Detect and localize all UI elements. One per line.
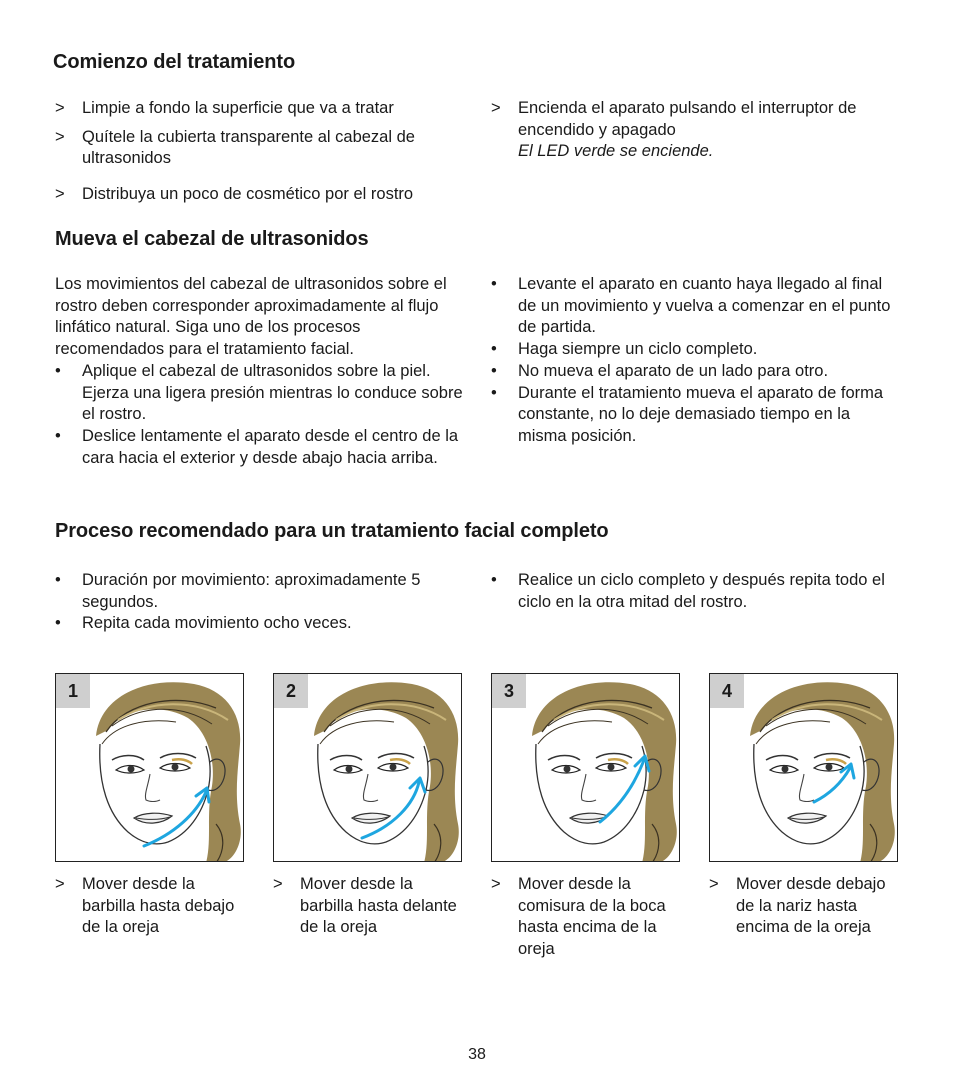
list-item [55, 361, 467, 426]
item-text: Repita cada movimiento ocho veces. [82, 614, 352, 633]
panel-number: 4 [710, 674, 744, 708]
list-item [55, 98, 465, 120]
item-text: Realice un ciclo completo y después repita todo el ciclo en la otra mitad del rostro. [518, 571, 885, 611]
panel-number: 3 [492, 674, 526, 708]
item-text: Haga siempre un ciclo completo. [518, 340, 758, 359]
illustration-panel-4 [709, 673, 898, 862]
item-text: Levante el aparato en cuanto haya llegado al final de un movimiento y vuelva a comenzar en el punto de partida. [518, 275, 891, 337]
start-right-list [491, 98, 901, 163]
illustration-panel-3 [491, 673, 680, 862]
list-item [491, 361, 896, 383]
caption-text: Mover desde la comisura de la boca hasta encima de la oreja [518, 875, 666, 959]
list-item [491, 274, 896, 339]
direction-arrow [362, 782, 419, 838]
face-outline [536, 744, 646, 844]
bullet-marker: • [55, 614, 61, 633]
arrow-marker: > [55, 875, 65, 893]
section-title-move: Mueva el cabezal de ultrasonidos [55, 228, 369, 250]
item-text: Distribuya un poco de cosmético por el rostro [82, 185, 414, 204]
item-text: Limpie a fondo la superficie que va a tratar [82, 99, 394, 117]
item-text: No mueva el aparato de un lado para otro. [518, 361, 829, 380]
bullet-marker: • [55, 426, 61, 445]
bullet-marker: • [55, 571, 61, 589]
move-left-column [55, 274, 467, 469]
list-item [491, 383, 896, 448]
panel-number: 2 [274, 674, 308, 708]
item-text: Deslice lentamente el aparato desde el centro de la cara hacia el exterior y desde abajo hacia arriba. [82, 426, 459, 467]
move-right-column [491, 274, 896, 448]
panel-caption-3 [491, 874, 681, 961]
face-outline [318, 744, 428, 844]
direction-arrow [814, 768, 850, 802]
process-left-column [55, 570, 465, 635]
start-left-list [55, 98, 465, 206]
item-text: Encienda el aparato pulsando el interruptor de encendido y apagado [518, 99, 857, 139]
face-outline [754, 744, 864, 844]
bullet-marker: • [491, 340, 497, 359]
arrow-marker: > [491, 875, 501, 893]
item-text: Aplique el cabezal de ultrasonidos sobre la piel. Ejerza una ligera presión mientras lo conduce sobre el rostro. [82, 361, 463, 424]
item-text: Durante el tratamiento mueva el aparato de forma constante, no lo deje demasiado tiempo en la misma posición. [518, 383, 884, 445]
list-item [55, 570, 465, 613]
panel-number: 1 [56, 674, 90, 708]
list-item [491, 339, 896, 361]
list-item [491, 570, 903, 613]
list-item [55, 127, 465, 170]
arrow-marker: > [491, 99, 501, 117]
panel-caption-1 [55, 874, 245, 939]
bullet-marker: • [491, 361, 497, 380]
panel-caption-2 [273, 874, 463, 939]
arrow-marker: > [709, 875, 719, 893]
caption-text: Mover desde debajo de la nariz hasta encima de la oreja [736, 875, 886, 937]
bullet-marker: • [55, 361, 61, 380]
item-text: Duración por movimiento: aproximadamente 5 segundos. [82, 571, 421, 611]
list-item [55, 613, 465, 635]
bullet-marker: • [491, 383, 497, 402]
section-title-start: Comienzo del tratamiento [53, 51, 296, 73]
process-right-column [491, 570, 903, 613]
arrow-marker: > [273, 875, 283, 893]
list-item [491, 98, 901, 163]
arrow-marker: > [55, 99, 65, 117]
section-title-process: Proceso recomendado para un tratamiento facial completo [55, 520, 609, 542]
arrow-marker: > [55, 127, 65, 146]
list-item [55, 184, 465, 206]
bullet-marker: • [491, 571, 497, 589]
led-note: El LED verde se enciende. [518, 142, 714, 161]
face-outline [100, 744, 210, 844]
caption-text: Mover desde la barbilla hasta delante de la oreja [300, 875, 457, 937]
caption-text: Mover desde la barbilla hasta debajo de la oreja [82, 875, 235, 937]
illustration-panel-2 [273, 673, 462, 862]
panel-caption-4 [709, 874, 906, 939]
arrow-marker: > [55, 185, 65, 204]
list-item [55, 426, 467, 469]
bullet-marker: • [491, 275, 497, 293]
item-text: Quítele la cubierta transparente al cabezal de ultrasonidos [82, 127, 415, 168]
page-number: 38 [468, 1046, 486, 1063]
illustration-panel-1 [55, 673, 244, 862]
move-intro: Los movimientos del cabezal de ultrasonidos sobre el rostro deben corresponder aproximadamente al flujo linfático natural. Siga uno de los procesos recomendados para el tratamiento facial. [55, 275, 447, 359]
